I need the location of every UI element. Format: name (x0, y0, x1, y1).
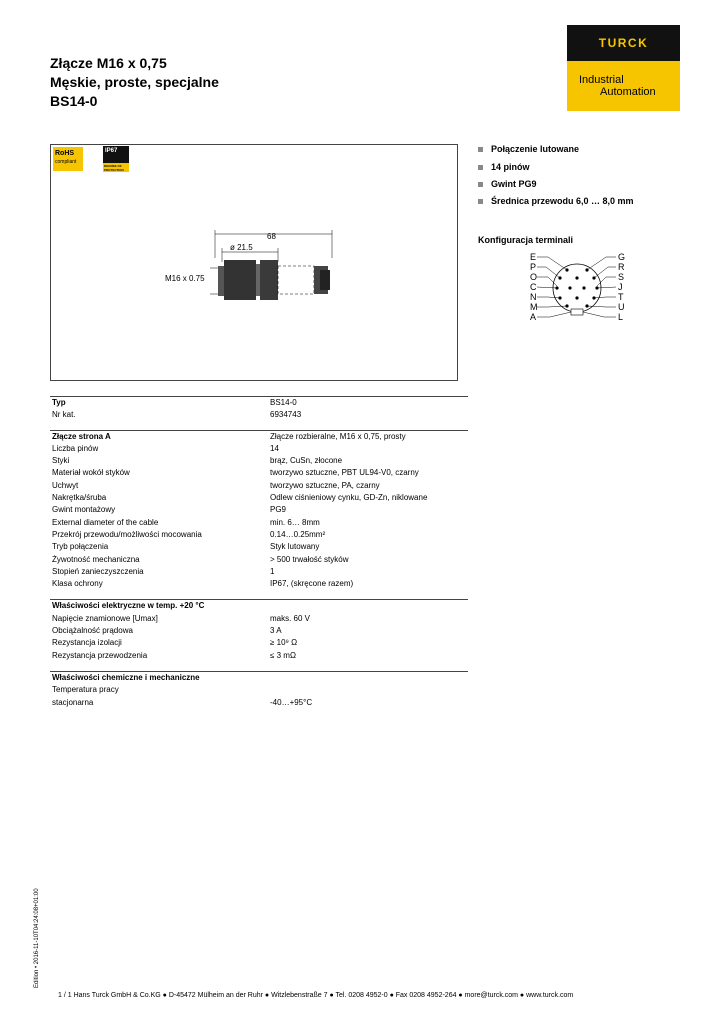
row-label: Gwint montażowy (52, 505, 116, 515)
edition-stamp: Edition • 2016-11-10T04:24:08+01:00 (34, 888, 40, 988)
row-label: Liczba pinów (52, 443, 99, 453)
table-row (50, 431, 468, 443)
row-value: BS14-0 (270, 398, 297, 407)
dim-thread-text: M16 x 0.75 (165, 274, 205, 283)
row-label: Nakrętka/śruba (52, 493, 107, 503)
table-row (50, 517, 468, 529)
table-row (50, 455, 468, 467)
row-label: Nr kat. (52, 410, 76, 420)
row-value: 1 (270, 566, 275, 576)
table-row (50, 637, 468, 649)
title-line-1: Złącze M16 x 0,75 (50, 55, 167, 71)
table-row (50, 625, 468, 637)
feature-text: Średnica przewodu 6,0 … 8,0 mm (491, 196, 634, 206)
table-row (50, 541, 468, 553)
row-value: 0.14…0.25mm² (270, 529, 326, 539)
pin-config-title: Konfiguracja terminali (478, 235, 574, 245)
table-row (50, 566, 468, 578)
pin-label: T (618, 292, 624, 302)
ip67-badge (103, 146, 129, 172)
row-value: 6934743 (270, 410, 302, 420)
bullet-icon (478, 165, 483, 170)
spec-section-type (50, 396, 468, 422)
row-value: 14 (270, 443, 279, 453)
pin-label: R (618, 262, 625, 272)
table-row (50, 467, 468, 479)
rohs-sublabel: compliant (55, 159, 77, 165)
table-row (50, 480, 468, 492)
row-value: 3 A (270, 626, 282, 636)
row-label: Rezystancja przewodzenia (52, 650, 148, 660)
table-row (50, 397, 468, 409)
row-label: Rezystancja izolacji (52, 638, 122, 648)
feature-text: 14 pinów (491, 162, 530, 172)
pin-label: G (618, 252, 626, 262)
table-row (50, 492, 468, 504)
ip67-band (103, 163, 129, 172)
logo-line-1: Industrial (579, 74, 624, 86)
dim-length-text: 68 (267, 232, 276, 241)
page-footer: 1 / 1 Hans Turck GmbH & Co.KG ● D-45472 Mülheim an der Ruhr ● Witzlebenstraße 7 ● Tel. 0208 4952-0 ● Fax 0208 4952-264 ● more@turck.com ● www.turck.com (58, 992, 574, 999)
turck-logo (567, 25, 680, 111)
row-value: > 500 trwałość styków (270, 554, 349, 564)
connector-nut (224, 260, 256, 300)
logo-wordmark: TURCK (567, 25, 680, 61)
row-label: Tryb połączenia (52, 542, 109, 552)
title-line-2: Męskie, proste, specjalne (50, 74, 219, 90)
table-row (50, 529, 468, 541)
connector-housing (278, 266, 314, 294)
table-row (50, 409, 468, 421)
bullet-icon (478, 147, 483, 152)
feature-text: Gwint PG9 (491, 179, 537, 189)
table-row (50, 600, 468, 612)
section-header: Złącze strona A (52, 431, 111, 441)
title-line-3: BS14-0 (50, 93, 98, 109)
row-label: Materiał wokół styków (52, 468, 130, 478)
pin-label: S (618, 272, 625, 282)
section-header: Właściwości chemiczne i mechaniczne (52, 672, 200, 682)
bullet-icon (478, 199, 483, 204)
pin-label: E (530, 252, 537, 262)
pin-label: P (530, 262, 537, 272)
logo-line-2: Automation (600, 86, 656, 98)
spec-table (50, 396, 468, 709)
page-title (50, 54, 219, 111)
pin-label: N (530, 292, 537, 302)
row-value: ≤ 3 mΩ (270, 650, 296, 660)
row-label: Temperatura pracy (52, 685, 119, 695)
row-value: Odlew ciśnieniowy cynku, GD-Zn, niklowane (270, 493, 428, 503)
table-row (50, 443, 468, 455)
pin-label: L (618, 312, 624, 322)
rohs-badge (53, 147, 83, 171)
row-value: tworzywo sztuczne, PA, czarny (270, 480, 380, 490)
feature-item (478, 196, 634, 206)
row-label: Styki (52, 456, 70, 466)
table-row (50, 650, 468, 662)
row-value: maks. 60 V (270, 613, 311, 623)
row-value: Styk lutowany (270, 542, 320, 552)
row-label: Typ (52, 398, 66, 407)
row-label: Żywotność mechaniczna (52, 554, 140, 564)
pin-diagram (524, 250, 634, 325)
row-value: min. 6… 8mm (270, 517, 320, 527)
pin-label: J (618, 282, 623, 292)
row-label: Klasa ochrony (52, 579, 103, 589)
ip67-sublabel: DEGREE OF PROTECTION (104, 164, 124, 172)
row-label: Przekrój przewodu/możliwości mocowania (52, 529, 202, 539)
bullet-icon (478, 182, 483, 187)
feature-item (478, 179, 537, 189)
row-value: Złącze rozbieralne, M16 x 0,75, prosty (270, 431, 406, 441)
row-value: brąz, CuSn, złocone (270, 456, 343, 466)
row-value: IP67, (skręcone razem) (270, 579, 354, 589)
pin-label: U (618, 302, 625, 312)
pin-label: O (530, 272, 538, 282)
feature-text: Połączenie lutowane (491, 144, 580, 154)
pin-face-outline (553, 264, 601, 312)
table-row (50, 554, 468, 566)
row-label: Stopień zanieczyszczenia (52, 566, 144, 576)
row-label: Obciążalność prądowa (52, 626, 133, 636)
table-row (50, 697, 468, 709)
pin-label: C (530, 282, 537, 292)
row-label: External diameter of the cable (52, 517, 159, 527)
table-row (50, 672, 468, 684)
pin-label: A (530, 312, 537, 322)
row-label: stacjonarna (52, 697, 94, 707)
spec-section-chemical (50, 671, 468, 709)
table-row (50, 613, 468, 625)
row-value: ≥ 10⁹ Ω (270, 638, 298, 648)
connector-thread (218, 266, 224, 296)
pin-key (571, 309, 583, 315)
feature-item (478, 162, 530, 172)
table-row (50, 504, 468, 516)
row-value: -40…+95°C (270, 697, 313, 707)
section-header: Właściwości elektryczne w temp. +20 °C (52, 601, 205, 611)
table-row (50, 578, 468, 590)
row-label: Napięcie znamionowe [Umax] (52, 613, 158, 623)
dim-diameter-text: ø 21.5 (230, 243, 253, 252)
connector-body (260, 260, 278, 300)
ip67-label: IP67 (105, 148, 118, 154)
pin-label: M (530, 302, 538, 312)
spec-section-electrical (50, 599, 468, 661)
table-row (50, 684, 468, 696)
row-value: PG9 (270, 505, 287, 515)
rohs-label: RoHS (55, 150, 75, 157)
spec-section-side-a (50, 430, 468, 591)
row-label: Uchwyt (52, 480, 79, 490)
row-value: tworzywo sztuczne, PBT UL94-V0, czarny (270, 468, 419, 478)
feature-item (478, 144, 579, 154)
connector-drawing (160, 228, 340, 308)
